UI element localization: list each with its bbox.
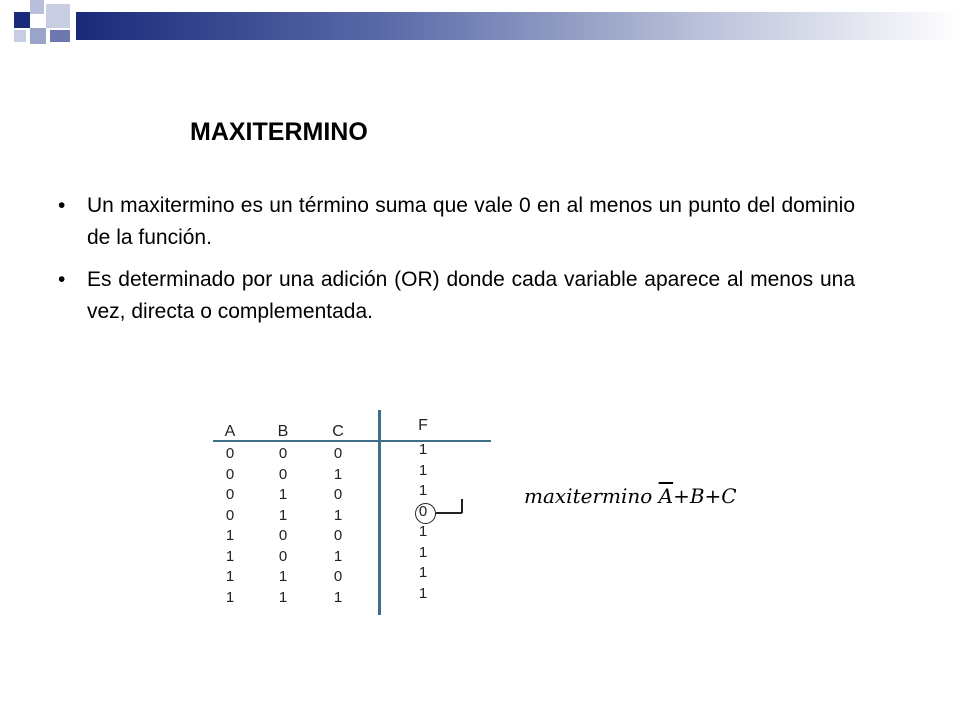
table-cell: 0 — [278, 547, 288, 565]
table-cell: 0 — [333, 568, 343, 585]
table-cell: 0 — [278, 445, 288, 462]
table-cell: 0 — [333, 486, 343, 503]
table-cell: 1 — [418, 523, 428, 540]
table-cell: 0 — [225, 486, 235, 503]
bullet-text: Es determinado por una adición (OR) donde cada variable aparece al menos una vez, directa o complementada. — [87, 268, 855, 323]
bullet-item — [58, 264, 855, 328]
bullet-dot: • — [58, 194, 66, 217]
table-cell: 1 — [225, 568, 235, 585]
header-square-light — [46, 4, 70, 28]
header-square-light — [30, 0, 44, 14]
table-cell: 0 — [278, 465, 288, 483]
highlight-leader-tick — [461, 499, 463, 513]
table-cell: 1 — [278, 506, 288, 524]
table-cell: 0 — [225, 465, 235, 483]
table-cell: 1 — [418, 564, 428, 581]
table-header-f: F — [418, 417, 428, 434]
highlight-leader-line — [436, 512, 462, 514]
bullet-dot: • — [58, 268, 66, 291]
table-cell: 1 — [333, 547, 343, 565]
table-header-c: C — [332, 423, 344, 440]
table-cell: 1 — [418, 584, 428, 602]
header-square-mid — [50, 30, 70, 42]
table-cell: 1 — [225, 588, 235, 606]
header-square-mid — [30, 28, 46, 44]
header-square-dark — [14, 12, 30, 28]
table-cell: 1 — [333, 506, 343, 524]
table-cell: 1 — [225, 547, 235, 565]
table-cell: 1 — [418, 461, 428, 479]
table-cell: 0 — [278, 527, 288, 544]
table-cell: 1 — [278, 486, 288, 503]
table-cell: 1 — [333, 588, 343, 606]
table-cell: 1 — [278, 568, 288, 585]
maxitermino-label: maxitermino — [524, 484, 659, 508]
highlight-circle — [415, 503, 436, 524]
table-cell: 1 — [418, 441, 428, 458]
table-cell: 0 — [333, 527, 343, 544]
maxitermino-rest: +B+C — [673, 484, 737, 508]
table-cell: 1 — [418, 482, 428, 499]
bullet-item — [58, 190, 855, 254]
maxitermino-expression — [524, 484, 737, 508]
slide-title: MAXITERMINO — [190, 118, 368, 146]
header-square-mid — [14, 30, 26, 42]
table-cell: 0 — [333, 445, 343, 462]
negated-variable: $\overline{A}$ — [658, 484, 674, 508]
table-cell: 0 — [225, 506, 235, 524]
table-cell: 0 — [225, 445, 235, 462]
table-cell: 1 — [278, 588, 288, 606]
table-cell: 0 — [418, 502, 428, 520]
truth-table — [200, 405, 500, 615]
table-header-a: A — [224, 423, 236, 440]
table-cell: 1 — [418, 543, 428, 561]
table-header-b: B — [277, 423, 289, 440]
table-cell: 1 — [225, 527, 235, 544]
header-band — [76, 12, 960, 40]
table-cell: 1 — [333, 465, 343, 483]
table-header-divider — [213, 440, 491, 442]
bullet-list — [58, 190, 855, 338]
bullet-text: Un maxitermino es un término suma que vale 0 en al menos un punto del dominio de la función. — [87, 194, 855, 249]
